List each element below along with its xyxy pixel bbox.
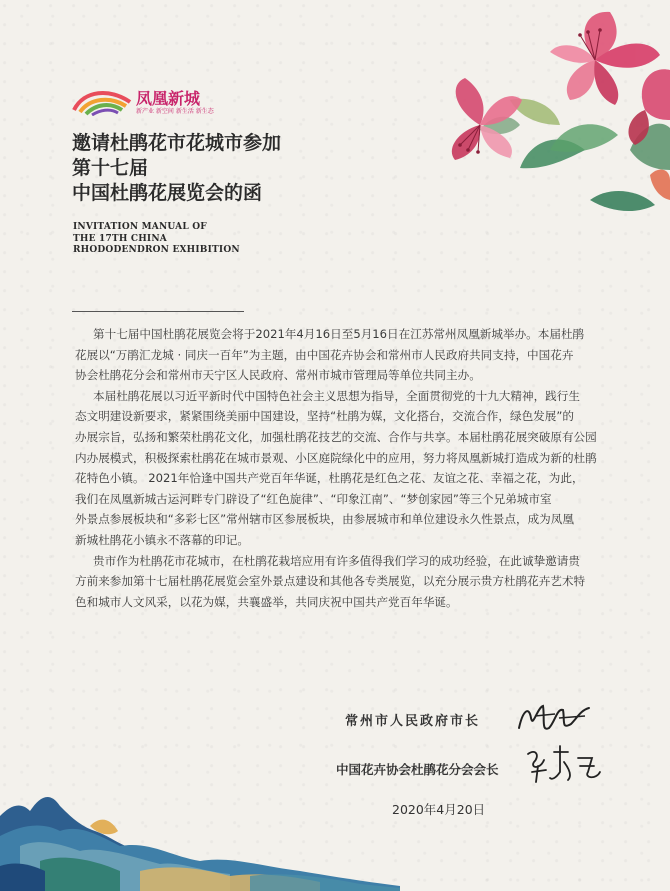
title-en-line: INVITATION MANUAL OF <box>73 222 207 232</box>
title-cn-line: 第十七届 <box>72 157 149 179</box>
title-en-line: THE 17TH CHINA <box>73 233 167 244</box>
title-chinese <box>72 131 281 206</box>
body-line: 我们在凤凰新城古运河畔专门辟设了“红色旋律”、“印象江南”、“梦创家园”等三个兄弟城市室 <box>75 491 552 506</box>
body-line: 本届杜鹃花展以习近平新时代中国特色社会主义思想为指导，全面贯彻党的十九大精神，践行生 <box>93 388 580 403</box>
title-cn-line: 中国杜鹃花展览会的函 <box>72 182 263 204</box>
brand-logo <box>70 82 214 122</box>
body-line: 第十七届中国杜鹃花展览会将于2021年4月16日至5月16日在江苏常州凤凰新城举办。本届杜鹃 <box>93 327 585 341</box>
mountain-illustration <box>0 776 400 891</box>
association-signature-title: 中国花卉协会杜鹃花分会会长 <box>336 762 499 777</box>
body-line: 花展以“万鹃汇龙城 · 同庆一百年”为主题，由中国花卉协会和常州市人民政府共同支持，中国花卉 <box>75 347 574 362</box>
logo-subtitle: 新产业 新空间 新生活 新生态 <box>136 108 214 115</box>
body-line: 花特色小镇。 2021年恰逢中国共产党百年华诞，杜鹃花是红色之花、友谊之花、幸福之花，为此， <box>75 471 584 486</box>
divider <box>72 311 244 312</box>
handwritten-signature-2 <box>522 742 602 786</box>
letter-date: 2020年4月20日 <box>392 802 486 817</box>
title-en-line: RHODODENDRON EXHIBITION <box>73 245 240 255</box>
mayor-signature-title: 常州市人民政府市长 <box>345 714 481 729</box>
body-line: 新城杜鹃花小镇永不落幕的印记。 <box>75 532 249 547</box>
title-cn-line: 邀请杜鹃花市花城市参加 <box>72 132 282 154</box>
logo-name: 凤凰新城 <box>136 89 201 108</box>
body-line: 协会杜鹃花分会和常州市天宁区人民政府、常州市城市管理局等单位共同主办。 <box>75 368 481 383</box>
body-line: 办展宗旨，弘扬和繁荣杜鹃花文化，加强杜鹃花技艺的交流、合作与共享。本届杜鹃花展突破原有公园 <box>75 429 597 444</box>
body-line: 色和城市人文风采，以花为媒，共襄盛举，共同庆祝中国共产党百年华诞。 <box>75 594 458 609</box>
handwritten-signature-1 <box>515 698 595 740</box>
body-line: 贵市作为杜鹃花市花城市，在杜鹃花栽培应用有许多值得我们学习的成功经验，在此诚挚邀请贵 <box>93 553 580 568</box>
rhododendron-illustration <box>360 0 670 240</box>
body-line: 内办展模式，积极探索杜鹃花在城市景观、小区庭院绿化中的应用，努力将凤凰新城打造成为新的杜鹃 <box>75 450 597 465</box>
body-line: 态文明建设新要求，紧紧围绕美丽中国建设，坚持“杜鹃为媒，文化搭台，交流合作，绿色发展”的 <box>75 409 574 424</box>
letter-body <box>75 324 599 612</box>
title-english <box>73 222 240 257</box>
body-line: 外景点参展板块和“多彩七区”常州辖市区参展板块，由参展城市和单位建设永久性景点，成为凤凰 <box>75 512 574 527</box>
rainbow-logo-icon <box>70 84 134 116</box>
body-line: 方前来参加第十七届杜鹃花展览会室外景点建设和其他各专类展览，以充分展示贵方杜鹃花卉艺术特 <box>75 574 586 589</box>
